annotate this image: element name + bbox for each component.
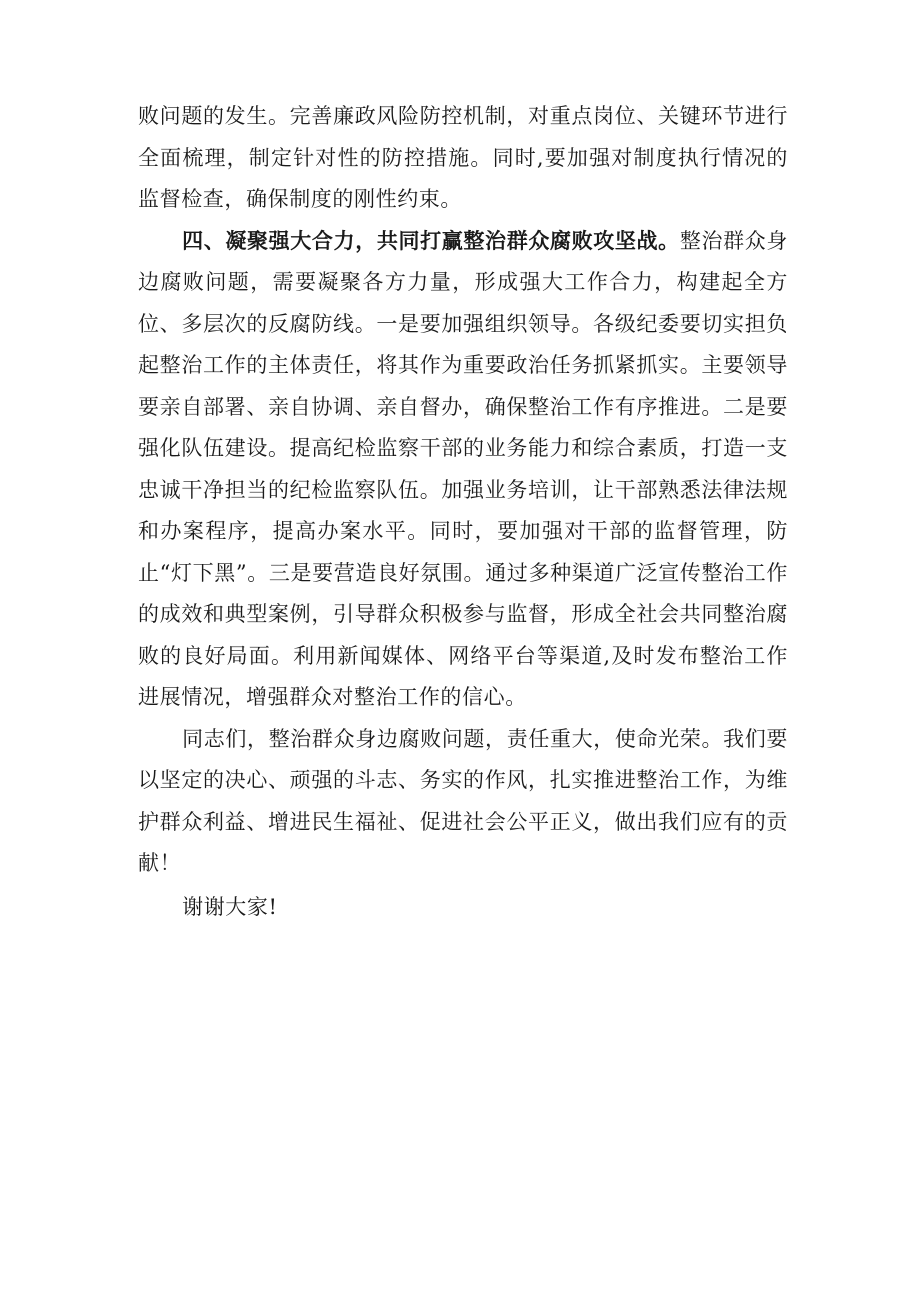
paragraph-closing: 同志们，整治群众身边腐败问题，责任重大，使命光荣。我们要以坚定的决心、顽强的斗志、务实的作风，扎实推进整治工作，为维护群众利益、增进民生福祉、促进社会公平正义，做出我们应有的贡献！ <box>138 726 788 875</box>
document-body <box>138 96 788 928</box>
paragraph-section-four <box>138 221 788 719</box>
paragraph-thanks: 谢谢大家! <box>182 894 278 919</box>
section-four-heading: 四、凝聚强大合力，共同打赢整治群众腐败攻坚战。 <box>182 228 680 253</box>
section-four-body: 整治群众身边腐败问题，需要凝聚各方力量，形成强大工作合力，构建起全方位、多层次的反腐防线。一是要加强组织领导。各级纪委要切实担负起整治工作的主体责任，将其作为重要政治任务抓紧抓实。主要领导要亲自部署、亲自协调、亲自督办，确保整治工作有序推进。二是要强化队伍建设。提高纪检监察干部的业务能力和综合素质，打造一支忠诚干净担当的纪检监察队伍。加强业务培训，让干部熟悉法律法规和办案程序，提高办案水平。同时，要加强对干部的监督管理，防止“灯下黑”。三是要营造良好氛围。通过多种渠道广泛宣传整治工作的成效和典型案例，引导群众积极参与监督，形成全社会共同整治腐败的良好局面。利用新闻媒体、网络平台等渠道,及时发布整治工作进展情况，增强群众对整治工作的信心。 <box>138 228 788 709</box>
paragraph-continuation: 败问题的发生。完善廉政风险防控机制，对重点岗位、关键环节进行全面梳理，制定针对性的防控措施。同时,要加强对制度执行情况的监督检查，确保制度的刚性约束。 <box>138 104 788 211</box>
